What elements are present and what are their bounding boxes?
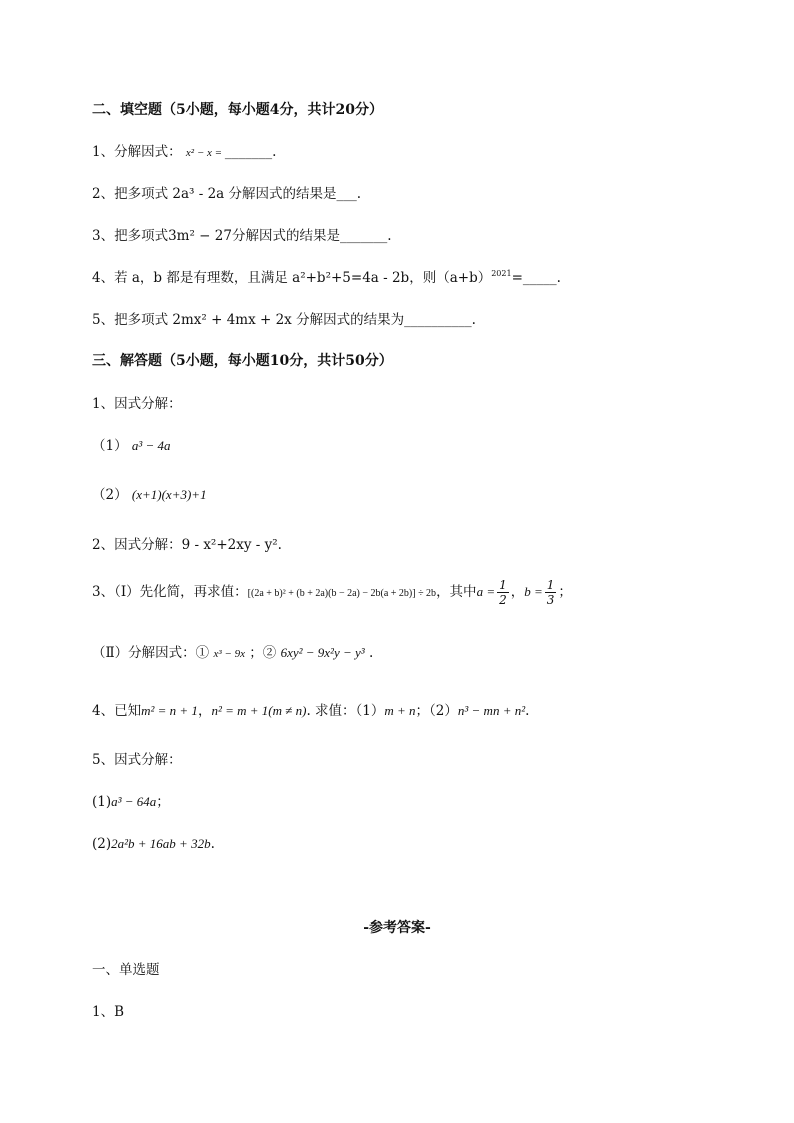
q4s3-expr1: m + n: [384, 703, 416, 718]
section3-q4: [92, 702, 529, 720]
q3p2-sep: ；②: [249, 645, 277, 661]
q3-a-denominator: 2: [499, 593, 507, 607]
q3-a-numerator: 1: [499, 578, 507, 592]
q5a-math: a³ − 64a: [111, 794, 157, 809]
q3p2-end: .: [368, 645, 374, 661]
q1a-label: （1）: [92, 438, 128, 454]
q3-expression: [(2a + b)² + (b + 2a)(b − 2a) − 2b(a + 2b)] ÷ 2b: [247, 588, 437, 599]
q1b-label: （2）: [92, 487, 128, 503]
q4s3-mid: . 求值：（1）: [306, 703, 385, 719]
q3-comma: ，: [510, 584, 525, 600]
q1a-math: a³ − 4a: [131, 438, 171, 453]
q5a-end: ；: [156, 794, 170, 810]
section2-title: 二、填空题（5小题，每小题4分，共计20分）: [92, 102, 383, 118]
section3-title: 三、解答题（5小题，每小题10分，共计50分）: [92, 353, 393, 369]
q3-end: ；: [558, 584, 572, 600]
q4s3-cond2: n² = m + 1(m ≠ n): [211, 703, 307, 718]
q1-math: x² − x =: [185, 147, 225, 159]
q3-b-label: b =: [524, 584, 543, 599]
answers-title: -参考答案-: [363, 920, 431, 936]
section2-q4: [92, 269, 561, 287]
answers-section1: 一、单选题: [92, 962, 160, 978]
q4-end: =_____.: [511, 270, 561, 286]
q3-a-label: a =: [476, 584, 496, 599]
q4s3-sep: ，: [197, 703, 212, 719]
q5b-end: .: [210, 836, 215, 852]
section3-q5: 5、因式分解：: [92, 752, 182, 768]
section3-q3: [92, 578, 572, 607]
section3-q3-part2: [92, 644, 373, 663]
q4-exponent: 2021: [491, 269, 512, 278]
section3-q1-part2: [92, 486, 207, 504]
q3p2-prefix: （Ⅱ）分解因式：①: [92, 645, 210, 661]
q1-blank: _______.: [224, 144, 277, 160]
section3-q5-part2: [92, 835, 215, 853]
section2-q5: 5、把多项式 2mx² + 4mx + 2x 分解因式的结果为__________.: [92, 312, 476, 328]
q3-b-fraction: [545, 578, 557, 607]
q1-text: 1、分解因式：: [92, 144, 182, 160]
section3-q1-part1: [92, 437, 171, 455]
q5b-math: 2a²b + 16ab + 32b: [111, 836, 211, 851]
q3p2-expr1: x³ − 9x: [213, 648, 245, 660]
q4s3-cond1: m² = n + 1: [141, 703, 198, 718]
section3-q2: 2、因式分解：9 - x²+2xy - y².: [92, 537, 282, 553]
q5b-label: (2): [92, 836, 112, 852]
q3-b-denominator: 3: [546, 593, 555, 607]
answer-1: 1、B: [92, 1004, 125, 1020]
section2-q1: [92, 143, 276, 162]
section3-q1: 1、因式分解：: [92, 396, 182, 412]
q3-a-fraction: [497, 578, 509, 607]
q4s3-mid2: ；（2）: [415, 703, 458, 719]
q4s3-end: .: [525, 703, 530, 719]
section2-q2: 2、把多项式 2a³ - 2a 分解因式的结果是___.: [92, 186, 362, 202]
q4s3-expr2: n³ − mn + n²: [457, 703, 526, 718]
section3-q5-part1: [92, 793, 170, 811]
section2-q3: 3、把多项式3m² − 27分解因式的结果是_______.: [92, 228, 392, 244]
q3-prefix: 3、（Ⅰ）先化简，再求值：: [92, 584, 248, 600]
q1b-math: (x+1)(x+3)+1: [131, 487, 207, 502]
q4s3-prefix: 4、已知: [92, 703, 142, 719]
q3-b-numerator: 1: [546, 578, 555, 592]
q3p2-expr2: 6xy² − 9x²y − y³: [280, 645, 365, 660]
q4-text: 4、若 a，b 都是有理数，且满足 a²+b²+5=4a - 2b，则（a+b）: [92, 270, 492, 286]
q5a-label: (1): [92, 794, 112, 810]
q3-mid: ，其中: [436, 584, 477, 600]
